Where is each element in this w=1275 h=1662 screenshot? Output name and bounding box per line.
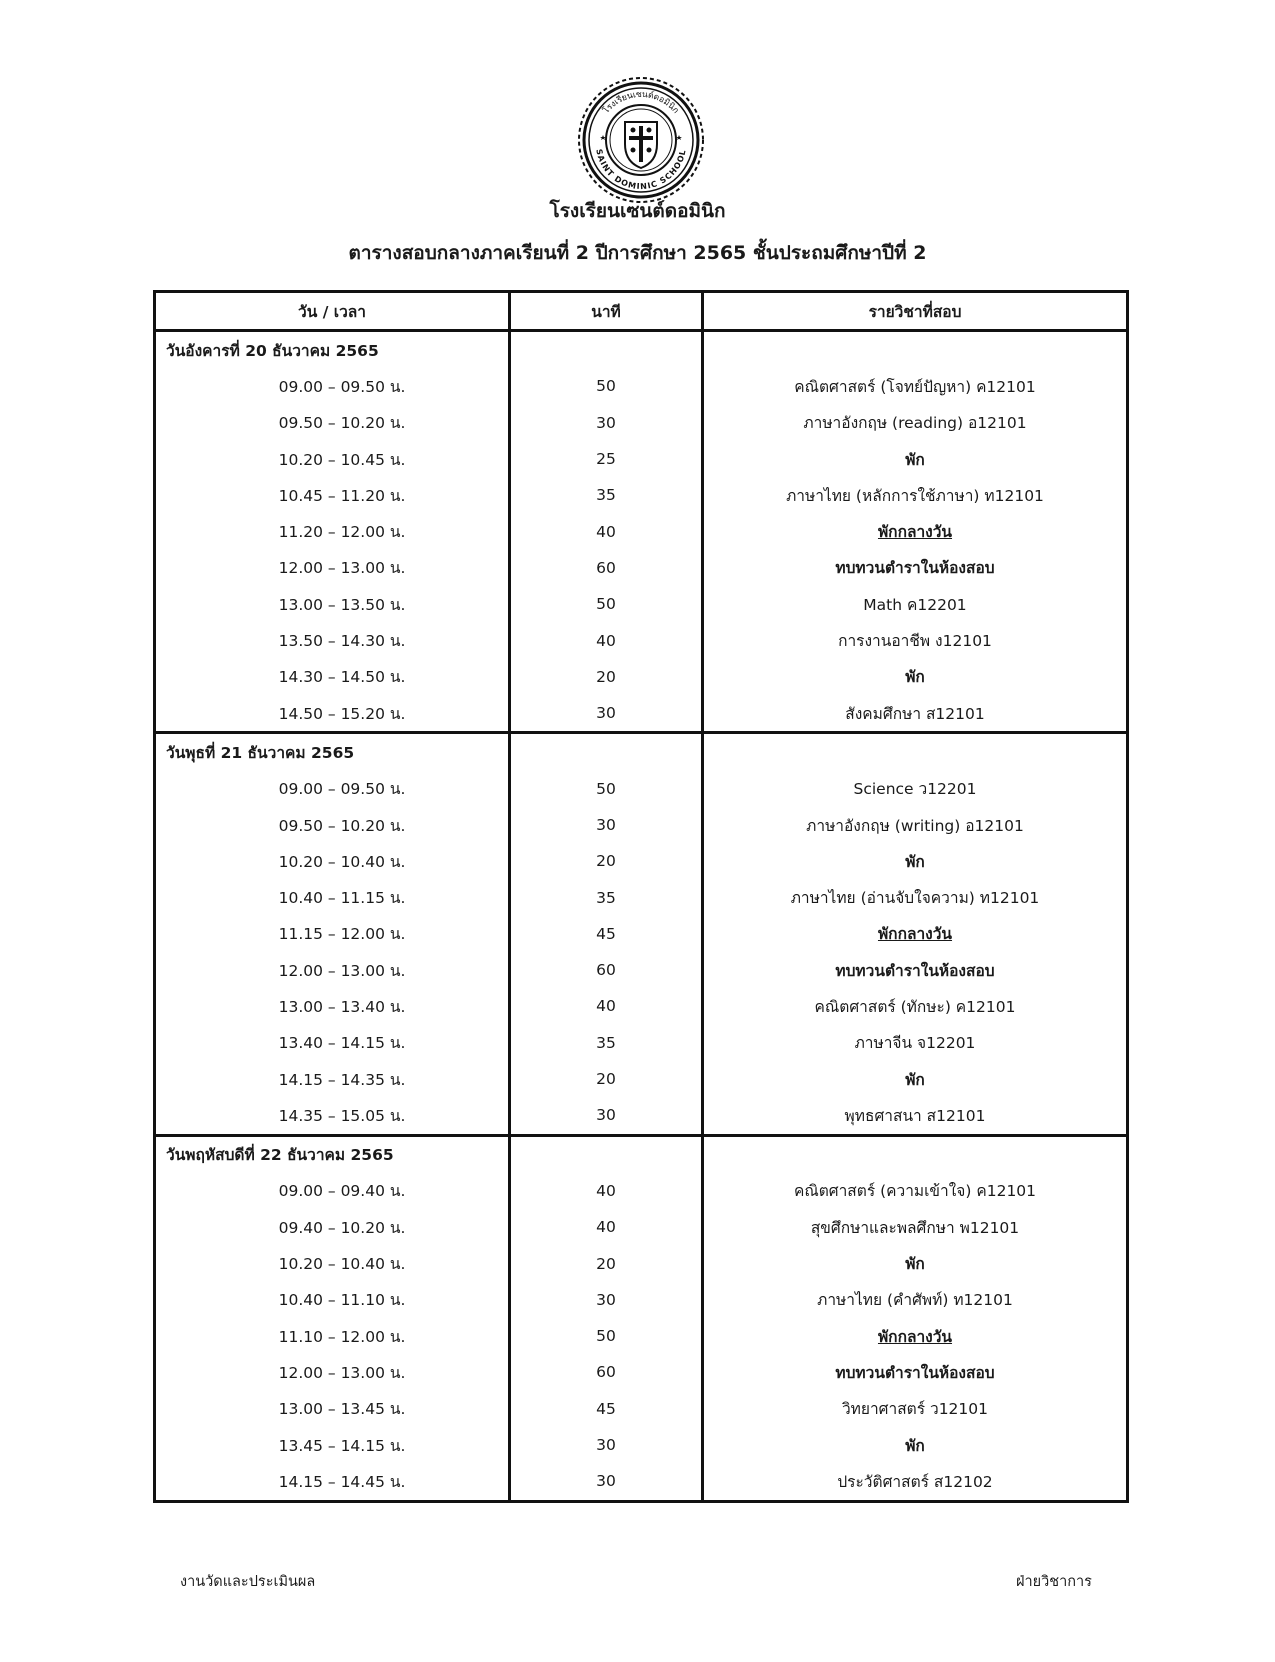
table-row <box>155 622 1128 658</box>
footer-department: งานวัดและประเมินผล <box>180 1574 316 1590</box>
schedule-title: ตารางสอบกลางภาคเรียนที่ 2 ปีการศึกษา 2565 ชั้นประถมศึกษาปีที่ 2 <box>348 242 927 264</box>
time-cell: 09.50 – 10.20 น. <box>155 807 510 843</box>
subject-text: คณิตศาสตร์ (โจทย์ปัญหา) ค12101 <box>794 377 1036 396</box>
subject-text: ภาษาอังกฤษ (reading) อ12101 <box>803 414 1027 433</box>
time-cell: 10.40 – 11.10 น. <box>155 1282 510 1318</box>
subject-text: พุทธศาสนา ส12101 <box>844 1106 986 1125</box>
time-cell: 13.50 – 14.30 น. <box>155 622 510 658</box>
table-row <box>155 843 1128 879</box>
table-row <box>155 1354 1128 1390</box>
time-cell: 14.30 – 14.50 น. <box>155 659 510 695</box>
subject-cell <box>703 586 1128 622</box>
minutes-cell: 50 <box>510 1318 703 1354</box>
time-cell: 09.00 – 09.50 น. <box>155 368 510 404</box>
logo-arc-bottom: SAINT DOMINIC SCHOOL <box>594 148 688 192</box>
subject-cell <box>703 659 1128 695</box>
subject-text: ภาษาไทย (คำศัพท์) ท12101 <box>817 1291 1013 1310</box>
time-cell: 09.00 – 09.50 น. <box>155 771 510 807</box>
time-cell: 11.10 – 12.00 น. <box>155 1318 510 1354</box>
day-label: วันอังคารที่ 20 ธันวาคม 2565 <box>155 331 510 369</box>
minutes-cell: 40 <box>510 1209 703 1245</box>
subject-text: ทบทวนตำราในห้องสอบ <box>835 559 995 578</box>
subject-cell <box>703 695 1128 733</box>
day-empty-cell <box>510 1135 703 1173</box>
table-header-row <box>155 292 1128 331</box>
table-row <box>155 695 1128 733</box>
subject-cell <box>703 843 1128 879</box>
table-row <box>155 368 1128 404</box>
subject-cell <box>703 1209 1128 1245</box>
subject-cell <box>703 513 1128 549</box>
subject-cell <box>703 807 1128 843</box>
table-row <box>155 405 1128 441</box>
table-row <box>155 1282 1128 1318</box>
minutes-cell: 50 <box>510 586 703 622</box>
subject-text: พักกลางวัน <box>877 523 953 542</box>
header-subject: รายวิชาที่สอบ <box>703 292 1128 331</box>
school-logo <box>575 74 707 206</box>
minutes-cell: 50 <box>510 771 703 807</box>
day-header-row <box>155 331 1128 369</box>
schedule-body <box>155 331 1128 1502</box>
table-row <box>155 477 1128 513</box>
time-cell: 14.50 – 15.20 น. <box>155 695 510 733</box>
subject-cell <box>703 1025 1128 1061</box>
subject-text: พัก <box>905 668 925 687</box>
subject-text: ภาษาไทย (อ่านจับใจความ) ท12101 <box>790 889 1040 908</box>
subject-text: วิทยาศาสตร์ ว12101 <box>841 1400 989 1419</box>
subject-cell <box>703 1354 1128 1390</box>
exam-schedule-table <box>153 290 1129 1503</box>
time-cell: 11.15 – 12.00 น. <box>155 916 510 952</box>
subject-text: พักกลางวัน <box>877 925 953 944</box>
table-row <box>155 586 1128 622</box>
subject-cell <box>703 1097 1128 1135</box>
time-cell: 13.00 – 13.45 น. <box>155 1391 510 1427</box>
minutes-cell: 30 <box>510 807 703 843</box>
table-row <box>155 441 1128 477</box>
svg-text:โรงเรียนเซนต์ดอมินิก <box>601 90 681 116</box>
header-minutes: นาที <box>510 292 703 331</box>
subject-cell <box>703 1463 1128 1501</box>
time-cell: 14.15 – 14.35 น. <box>155 1061 510 1097</box>
minutes-cell: 30 <box>510 695 703 733</box>
subject-text: ภาษาอังกฤษ (writing) อ12101 <box>806 816 1024 835</box>
subject-cell <box>703 916 1128 952</box>
minutes-cell: 60 <box>510 550 703 586</box>
time-cell: 10.20 – 10.40 น. <box>155 843 510 879</box>
subject-cell <box>703 441 1128 477</box>
table-row <box>155 879 1128 915</box>
subject-cell <box>703 952 1128 988</box>
subject-cell <box>703 1061 1128 1097</box>
minutes-cell: 40 <box>510 1173 703 1209</box>
time-cell: 10.20 – 10.45 น. <box>155 441 510 477</box>
subject-text: พัก <box>905 1070 925 1089</box>
minutes-cell: 30 <box>510 1427 703 1463</box>
table-row <box>155 1173 1128 1209</box>
subject-text: พัก <box>905 450 925 469</box>
day-empty-cell <box>703 331 1128 369</box>
minutes-cell: 25 <box>510 441 703 477</box>
day-header-row <box>155 733 1128 771</box>
subject-text: พัก <box>905 1436 925 1455</box>
time-cell: 09.40 – 10.20 น. <box>155 1209 510 1245</box>
minutes-cell: 20 <box>510 1245 703 1281</box>
table-row <box>155 771 1128 807</box>
time-cell: 09.00 – 09.40 น. <box>155 1173 510 1209</box>
time-cell: 13.45 – 14.15 น. <box>155 1427 510 1463</box>
logo-arc-top: โรงเรียนเซนต์ดอมินิก <box>601 89 681 116</box>
time-cell: 11.20 – 12.00 น. <box>155 513 510 549</box>
subject-cell <box>703 771 1128 807</box>
table-row <box>155 1463 1128 1501</box>
table-row <box>155 550 1128 586</box>
day-empty-cell <box>510 733 703 771</box>
table-row <box>155 916 1128 952</box>
minutes-cell: 35 <box>510 879 703 915</box>
minutes-cell: 20 <box>510 1061 703 1097</box>
subject-text: คณิตศาสตร์ (ความเข้าใจ) ค12101 <box>793 1182 1037 1201</box>
table-row <box>155 1245 1128 1281</box>
subject-text: สุขศึกษาและพลศึกษา พ12101 <box>810 1218 1020 1237</box>
minutes-cell: 45 <box>510 916 703 952</box>
subject-text: ทบทวนตำราในห้องสอบ <box>835 1363 995 1382</box>
subject-text: คณิตศาสตร์ (ทักษะ) ค12101 <box>814 997 1016 1016</box>
subject-text: ประวัติศาสตร์ ส12102 <box>837 1472 993 1491</box>
subject-cell <box>703 550 1128 586</box>
time-cell: 13.40 – 14.15 น. <box>155 1025 510 1061</box>
table-row <box>155 1061 1128 1097</box>
day-header-row <box>155 1135 1128 1173</box>
minutes-cell: 30 <box>510 1097 703 1135</box>
table-row <box>155 807 1128 843</box>
table-row <box>155 988 1128 1024</box>
minutes-cell: 40 <box>510 988 703 1024</box>
time-cell: 12.00 – 13.00 น. <box>155 1354 510 1390</box>
subject-text: พัก <box>905 852 925 871</box>
minutes-cell: 60 <box>510 1354 703 1390</box>
time-cell: 10.40 – 11.15 น. <box>155 879 510 915</box>
subject-text: ภาษาไทย (หลักการใช้ภาษา) ท12101 <box>786 486 1044 505</box>
minutes-cell: 20 <box>510 843 703 879</box>
subject-text: สังคมศึกษา ส12101 <box>845 704 985 723</box>
time-cell: 10.45 – 11.20 น. <box>155 477 510 513</box>
table-row <box>155 1097 1128 1135</box>
subject-text: Math ค12201 <box>863 595 967 614</box>
header-day-time: วัน / เวลา <box>155 292 510 331</box>
minutes-cell: 30 <box>510 1282 703 1318</box>
time-cell: 10.20 – 10.40 น. <box>155 1245 510 1281</box>
subject-cell <box>703 1427 1128 1463</box>
subject-cell <box>703 368 1128 404</box>
minutes-cell: 35 <box>510 477 703 513</box>
subject-text: การงานอาชีพ ง12101 <box>838 632 992 651</box>
table-row <box>155 1209 1128 1245</box>
table-row <box>155 513 1128 549</box>
table-row <box>155 1025 1128 1061</box>
minutes-cell: 60 <box>510 952 703 988</box>
time-cell: 13.00 – 13.50 น. <box>155 586 510 622</box>
subject-text: ภาษาจีน จ12201 <box>854 1034 976 1053</box>
time-cell: 13.00 – 13.40 น. <box>155 988 510 1024</box>
day-label: วันพฤหัสบดีที่ 22 ธันวาคม 2565 <box>155 1135 510 1173</box>
table-row <box>155 1391 1128 1427</box>
subject-cell <box>703 1245 1128 1281</box>
minutes-cell: 40 <box>510 622 703 658</box>
time-cell: 12.00 – 13.00 น. <box>155 550 510 586</box>
minutes-cell: 50 <box>510 368 703 404</box>
subject-cell <box>703 1282 1128 1318</box>
table-row <box>155 952 1128 988</box>
subject-text: ทบทวนตำราในห้องสอบ <box>835 961 995 980</box>
subject-cell <box>703 1391 1128 1427</box>
minutes-cell: 40 <box>510 513 703 549</box>
subject-cell <box>703 879 1128 915</box>
subject-text: พักกลางวัน <box>877 1327 953 1346</box>
minutes-cell: 35 <box>510 1025 703 1061</box>
minutes-cell: 45 <box>510 1391 703 1427</box>
subject-cell <box>703 477 1128 513</box>
time-cell: 09.50 – 10.20 น. <box>155 405 510 441</box>
time-cell: 12.00 – 13.00 น. <box>155 952 510 988</box>
day-empty-cell <box>703 733 1128 771</box>
minutes-cell: 20 <box>510 659 703 695</box>
day-empty-cell <box>703 1135 1128 1173</box>
subject-cell <box>703 1173 1128 1209</box>
table-row <box>155 1427 1128 1463</box>
table-row <box>155 659 1128 695</box>
time-cell: 14.15 – 14.45 น. <box>155 1463 510 1501</box>
table-row <box>155 1318 1128 1354</box>
subject-text: พัก <box>905 1255 925 1274</box>
subject-cell <box>703 405 1128 441</box>
day-label: วันพุธที่ 21 ธันวาคม 2565 <box>155 733 510 771</box>
subject-cell <box>703 622 1128 658</box>
subject-cell <box>703 1318 1128 1354</box>
minutes-cell: 30 <box>510 1463 703 1501</box>
footer-academic-affairs: ฝ่ายวิชาการ <box>1016 1574 1092 1590</box>
time-cell: 14.35 – 15.05 น. <box>155 1097 510 1135</box>
subject-text: Science ว12201 <box>853 780 977 799</box>
subject-cell <box>703 988 1128 1024</box>
school-name: โรงเรียนเซนต์ดอมินิก <box>549 200 726 222</box>
school-seal-icon <box>575 74 707 206</box>
day-empty-cell <box>510 331 703 369</box>
minutes-cell: 30 <box>510 405 703 441</box>
